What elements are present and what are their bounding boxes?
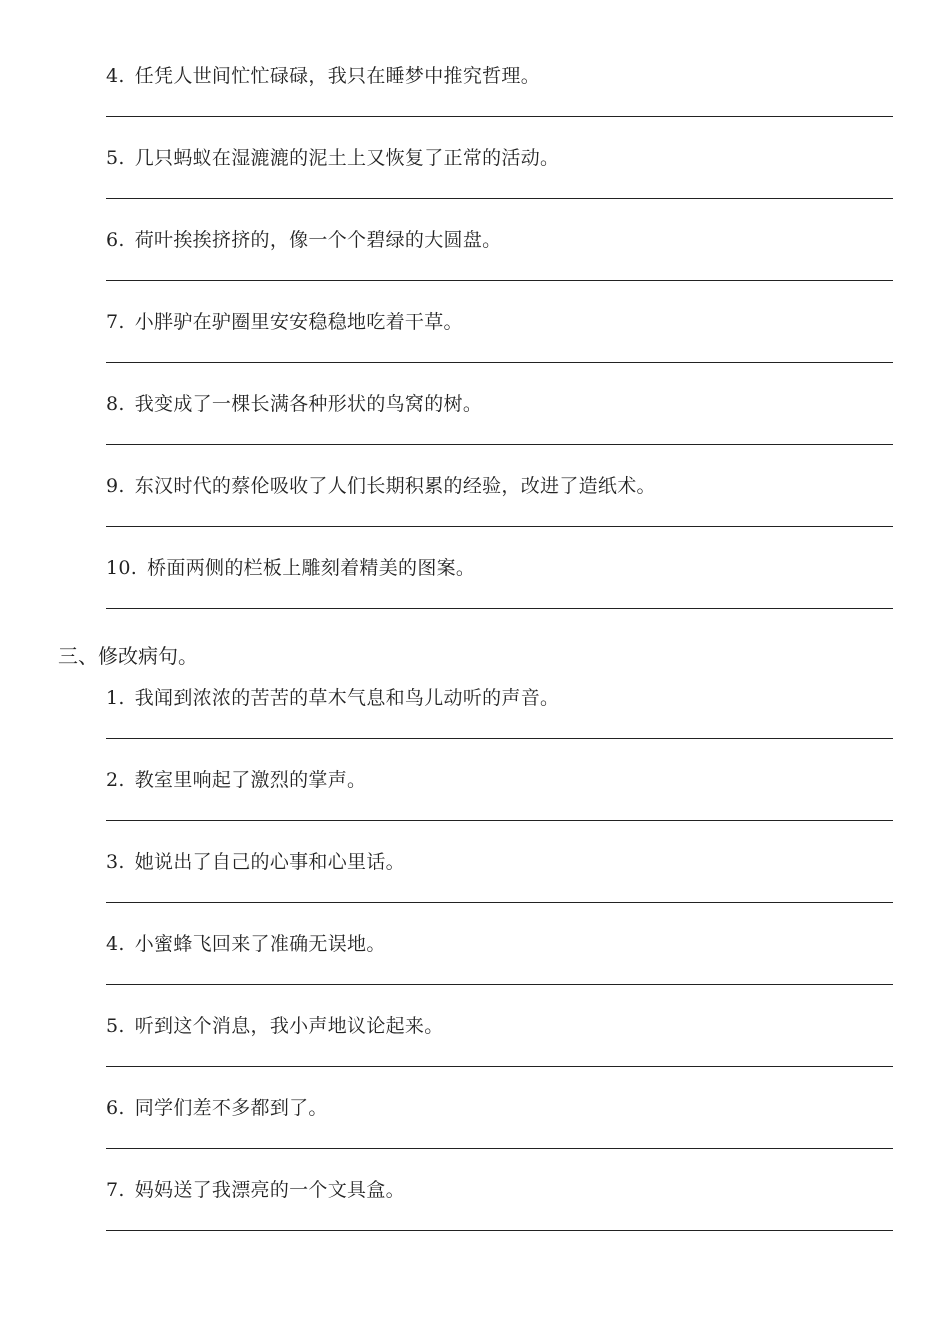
- exercise-sentence: [106, 1096, 328, 1120]
- exercise-item: [106, 474, 896, 556]
- item-number: 1.: [106, 687, 125, 709]
- sentence-text: 小胖驴在驴圈里安安稳稳地吃着干草。: [134, 311, 463, 333]
- sentence-text: 任凭人世间忙忙碌碌，我只在睡梦中推究哲理。: [134, 65, 541, 87]
- exercise-sentence: [106, 556, 475, 580]
- exercise-item: [106, 146, 896, 228]
- answer-line[interactable]: [106, 1148, 893, 1149]
- answer-line[interactable]: [106, 1230, 893, 1231]
- exercise-item: [106, 686, 896, 768]
- answer-line[interactable]: [106, 444, 893, 445]
- answer-line[interactable]: [106, 820, 893, 821]
- sentence-text: 教室里响起了激烈的掌声。: [134, 769, 367, 791]
- item-number: 6.: [106, 229, 125, 251]
- answer-line[interactable]: [106, 116, 893, 117]
- item-number: 5.: [106, 1015, 125, 1037]
- item-number: 10.: [106, 557, 138, 579]
- sentence-text: 东汉时代的蔡伦吸收了人们长期积累的经验，改进了造纸术。: [134, 475, 656, 497]
- answer-line[interactable]: [106, 1066, 893, 1067]
- exercise-item: [106, 556, 896, 638]
- exercise-sentence: [106, 1178, 405, 1202]
- sentence-text: 小蜜蜂飞回来了准确无误地。: [134, 933, 386, 955]
- exercise-sentence: [106, 850, 405, 874]
- item-number: 8.: [106, 393, 125, 415]
- exercise-item: [106, 932, 896, 1014]
- exercise-item: [106, 310, 896, 392]
- answer-line[interactable]: [106, 902, 893, 903]
- sentence-text: 几只蚂蚁在湿漉漉的泥土上又恢复了正常的活动。: [134, 147, 560, 169]
- exercise-sentence: [106, 146, 559, 170]
- answer-line[interactable]: [106, 738, 893, 739]
- sentence-text: 我变成了一棵长满各种形状的鸟窝的树。: [134, 393, 483, 415]
- exercise-sentence: [106, 310, 463, 334]
- sentence-text: 听到这个消息，我小声地议论起来。: [134, 1015, 444, 1037]
- sentence-text: 妈妈送了我漂亮的一个文具盒。: [134, 1179, 405, 1201]
- exercise-item: [106, 1014, 896, 1096]
- sentence-text: 桥面两侧的栏板上雕刻着精美的图案。: [147, 557, 476, 579]
- sentence-text: 荷叶挨挨挤挤的，像一个个碧绿的大圆盘。: [134, 229, 502, 251]
- answer-line[interactable]: [106, 362, 893, 363]
- sentence-text: 同学们差不多都到了。: [134, 1097, 328, 1119]
- item-number: 4.: [106, 933, 125, 955]
- exercise-sentence: [106, 686, 559, 710]
- exercise-sentence: [106, 932, 386, 956]
- exercise-sentence: [106, 768, 366, 792]
- item-number: 9.: [106, 475, 125, 497]
- exercise-sentence: [106, 1014, 444, 1038]
- exercise-item: [106, 1178, 896, 1260]
- exercise-sentence: [106, 228, 501, 252]
- item-number: 6.: [106, 1097, 125, 1119]
- item-number: 3.: [106, 851, 125, 873]
- item-number: 7.: [106, 1179, 125, 1201]
- item-number: 2.: [106, 769, 125, 791]
- exercise-item: [106, 64, 896, 146]
- exercise-sentence: [106, 474, 656, 498]
- sentence-text: 我闻到浓浓的苦苦的草木气息和鸟儿动听的声音。: [134, 687, 560, 709]
- exercise-item: [106, 1096, 896, 1178]
- section-heading: 三、修改病句。: [58, 644, 198, 668]
- item-number: 7.: [106, 311, 125, 333]
- exercise-item: [106, 228, 896, 310]
- exercise-item: [106, 768, 896, 850]
- sentence-text: 她说出了自己的心事和心里话。: [134, 851, 405, 873]
- answer-line[interactable]: [106, 198, 893, 199]
- answer-line[interactable]: [106, 526, 893, 527]
- item-number: 4.: [106, 65, 125, 87]
- exercise-sentence: [106, 392, 482, 416]
- exercise-item: [106, 850, 896, 932]
- answer-line[interactable]: [106, 608, 893, 609]
- exercise-item: [106, 392, 896, 474]
- answer-line[interactable]: [106, 984, 893, 985]
- item-number: 5.: [106, 147, 125, 169]
- exercise-sentence: [106, 64, 540, 88]
- answer-line[interactable]: [106, 280, 893, 281]
